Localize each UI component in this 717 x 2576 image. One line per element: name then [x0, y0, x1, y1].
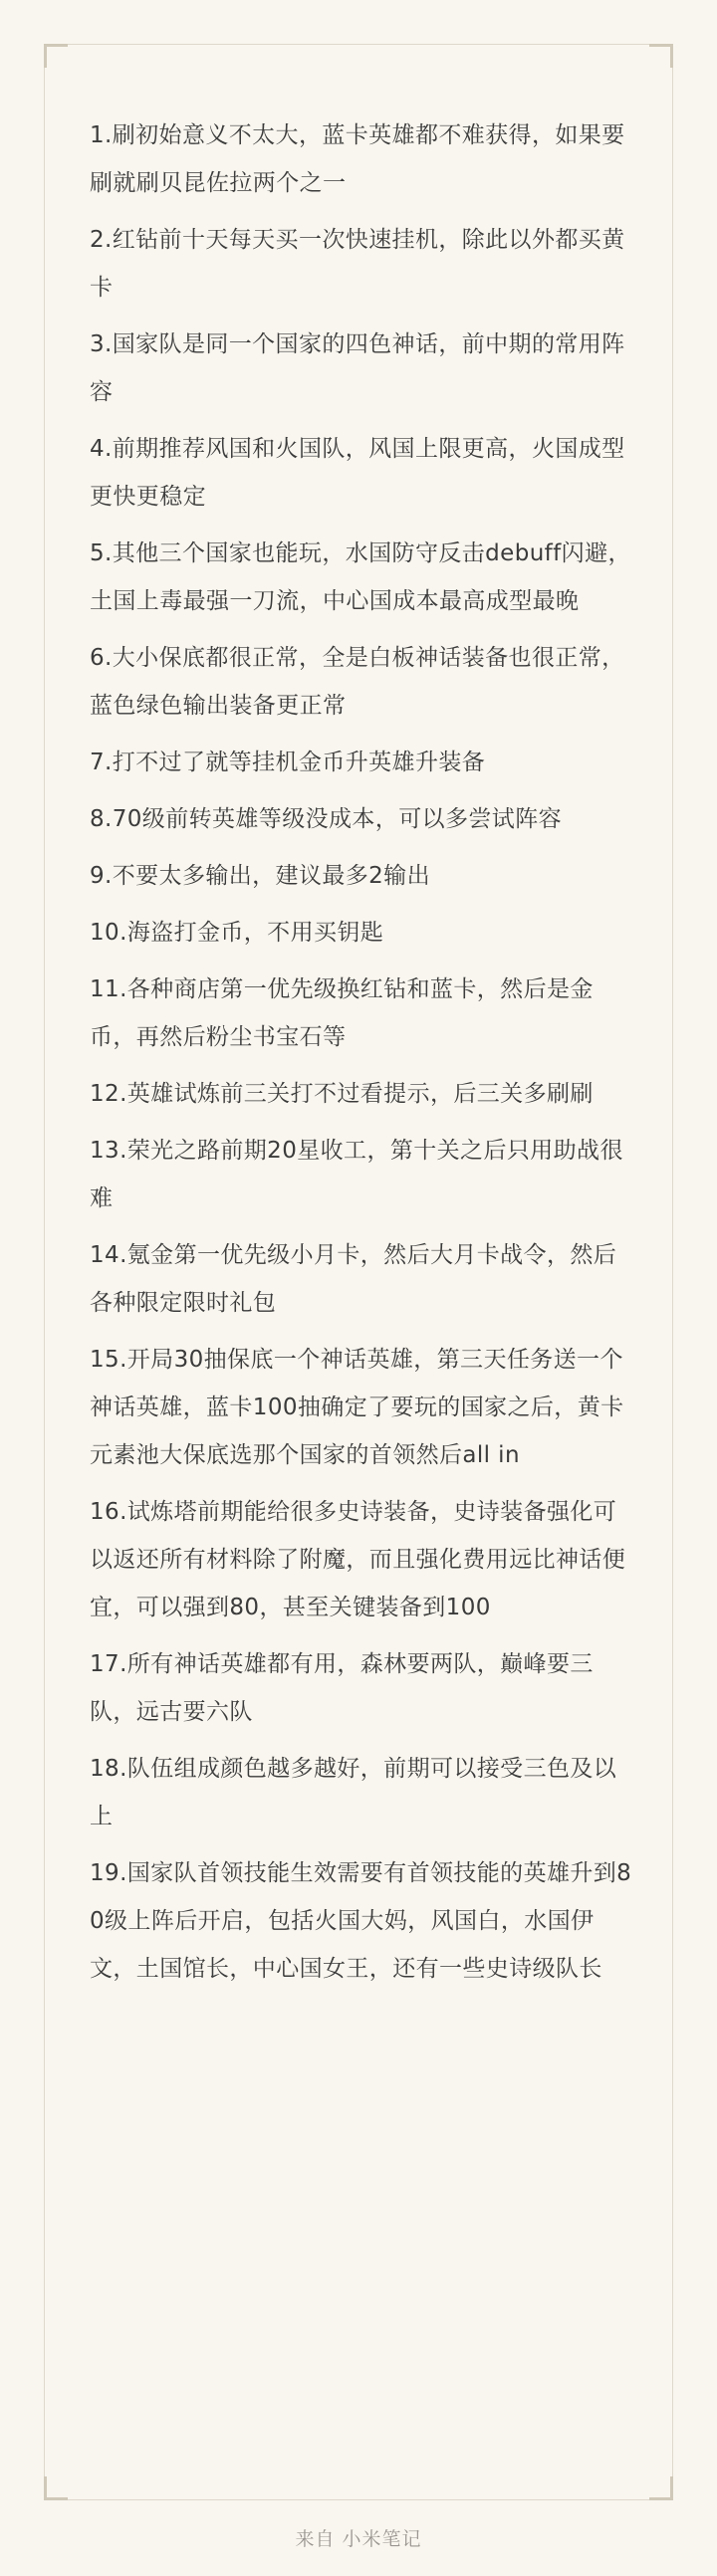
tip-item: 4.前期推荐风国和火国队，风国上限更高，火国成型更快更稳定 — [90, 436, 625, 510]
tip-item: 17.所有神话英雄都有用，森林要两队，巅峰要三队，远古要六队 — [90, 1651, 594, 1725]
tip-item: 1.刷初始意义不太大，蓝卡英雄都不难获得，如果要刷就刷贝昆佐拉两个之一 — [90, 122, 625, 196]
tip-item: 18.队伍组成颜色越多越好，前期可以接受三色及以上 — [90, 1756, 617, 1829]
tips-list — [90, 111, 632, 2002]
footer-source: 来自 小米笔记 — [295, 2528, 422, 2550]
tip-item: 3.国家队是同一个国家的四色神话，前中期的常用阵容 — [90, 331, 625, 405]
tip-item: 9.不要太多输出，建议最多2输出 — [90, 863, 430, 889]
tip-item: 14.氪金第一优先级小月卡，然后大月卡战令，然后各种限定限时礼包 — [90, 1242, 617, 1316]
tip-item: 7.打不过了就等挂机金币升英雄升装备 — [90, 750, 486, 775]
tip-item: 19.国家队首领技能生效需要有首领技能的英雄升到80级上阵后开启，包括火国大妈，风国白，水国伊文，土国馆长，中心国女王，还有一些史诗级队长 — [90, 1860, 632, 1982]
frame-corner — [649, 44, 673, 68]
tip-item: 5.其他三个国家也能玩，水国防守反击debuff闪避，土国上毒最强一刀流，中心国成本最高成型最晚 — [90, 540, 631, 614]
tip-item: 6.大小保底都很正常，全是白板神话装备也很正常，蓝色绿色输出装备更正常 — [90, 645, 625, 719]
tip-item: 13.荣光之路前期20星收工，第十关之后只用助战很难 — [90, 1138, 623, 1211]
tip-item: 8.70级前转英雄等级没成本，可以多尝试阵容 — [90, 806, 563, 832]
tip-item: 16.试炼塔前期能给很多史诗装备，史诗装备强化可以返还所有材料除了附魔，而且强化费用远比神话便宜，可以强到80，甚至关键装备到100 — [90, 1499, 626, 1620]
tip-item: 15.开局30抽保底一个神话英雄，第三天任务送一个神话英雄，蓝卡100抽确定了要玩的国家之后，黄卡元素池大保底选那个国家的首领然后all in — [90, 1347, 624, 1468]
tip-item: 11.各种商店第一优先级换红钻和蓝卡，然后是金币，再然后粉尘书宝石等 — [90, 976, 594, 1050]
tip-item: 2.红钻前十天每天买一次快速挂机，除此以外都买黄卡 — [90, 227, 625, 301]
tip-item: 10.海盗打金币，不用买钥匙 — [90, 920, 384, 946]
frame-corner — [44, 44, 68, 68]
frame-corner — [44, 2476, 68, 2500]
frame-corner — [649, 2476, 673, 2500]
tip-item: 12.英雄试炼前三关打不过看提示，后三关多刷刷 — [90, 1081, 594, 1107]
